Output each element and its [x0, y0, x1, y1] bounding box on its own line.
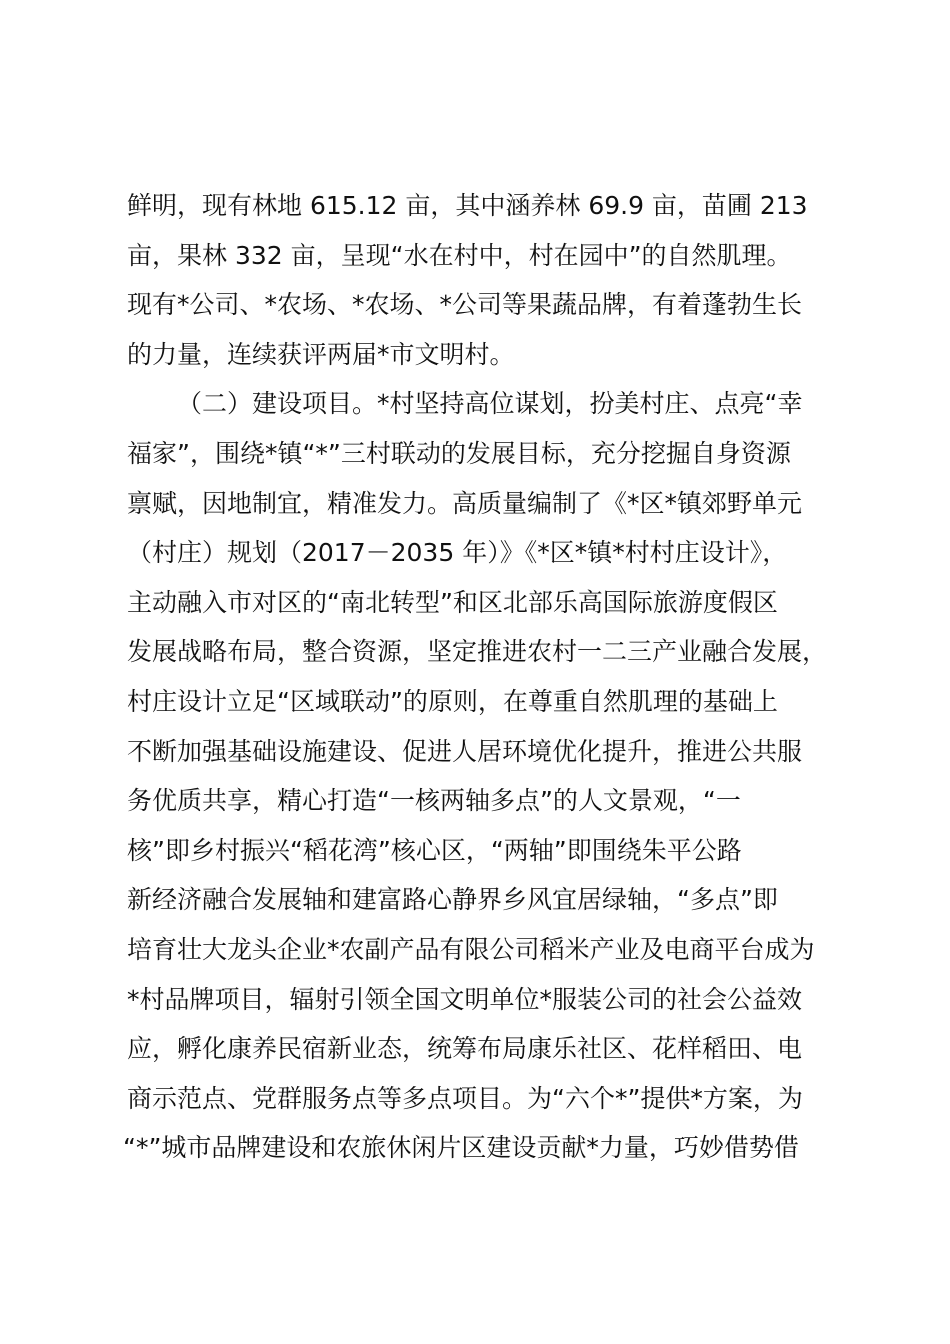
- text-line: 亩，果林 332 亩，呈现“水在村中，村在园中”的自然肌理。: [127, 240, 792, 270]
- text-line: 核”即乡村振兴“稻花湾”核心区，“两轴”即围绕朱平公路: [127, 835, 742, 865]
- text-line: 现有*公司、*农场、*农场、*公司等果蔬品牌，有着蓬勃生长: [127, 290, 803, 320]
- text-line: （村庄）规划（2017－2035 年）》《*区*镇*村村庄设计》，: [127, 538, 788, 568]
- text-line: 禀赋，因地制宜，精准发力。高质量编制了《*区*镇郊野单元: [127, 488, 803, 518]
- text-line: 务优质共享，精心打造“一核两轴多点”的人文景观，“一: [127, 786, 741, 816]
- text-line: 应，孵化康养民宿新业态，统筹布局康乐社区、花样稻田、电: [127, 1034, 803, 1064]
- text-line: 主动融入市对区的“南北转型”和区北部乐高国际旅游度假区: [127, 587, 778, 617]
- text-line: 发展战略布局，整合资源，坚定推进农村一二三产业融合发展，: [127, 637, 828, 667]
- body-text: [123, 181, 857, 1173]
- text-line: 村庄设计立足“区域联动”的原则，在尊重自然肌理的基础上: [127, 686, 778, 716]
- text-line: 的力量，连续获评两届*市文明村。: [127, 339, 515, 369]
- text-line: “*”城市品牌建设和农旅休闲片区建设贡献*力量，巧妙借势借: [123, 1133, 799, 1163]
- text-line: 福家”，围绕*镇“*”三村联动的发展目标，充分挖掘自身资源: [127, 438, 791, 468]
- text-line: 鲜明，现有林地 615.12 亩，其中涵养林 69.9 亩，苗圃 213: [127, 191, 808, 220]
- text-line: *村品牌项目，辐射引领全国文明单位*服装公司的社会公益效: [127, 984, 803, 1014]
- text-line: 新经济融合发展轴和建富路心静界乡风宜居绿轴，“多点”即: [127, 885, 778, 915]
- text-line: 培育壮大龙头企业*农副产品有限公司稻米产业及电商平台成为: [127, 934, 815, 964]
- text-line: 不断加强基础设施建设、促进人居环境优化提升，推进公共服: [127, 736, 803, 766]
- text-line: 商示范点、党群服务点等多点项目。为“六个*”提供*方案，为: [127, 1083, 803, 1113]
- section-heading-line: （二）建设项目。*村坚持高位谋划，扮美村庄、点亮“幸: [177, 389, 803, 419]
